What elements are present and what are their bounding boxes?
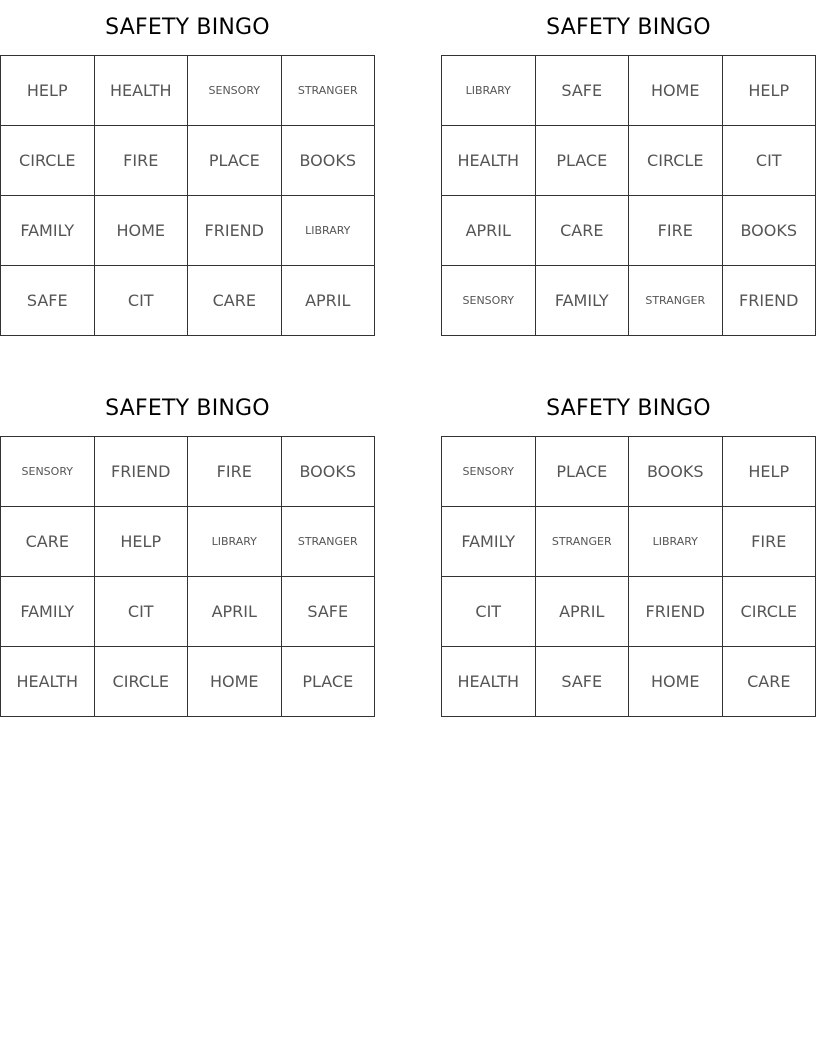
bingo-cell: HEALTH [442,647,536,717]
bingo-cell: CARE [723,647,816,717]
bingo-cell: BOOKS [629,437,723,507]
bingo-cell: SENSORY [188,56,282,126]
bingo-cell: LIBRARY [629,507,723,577]
bingo-cell: HELP [95,507,189,577]
bingo-cell: HELP [723,437,816,507]
bingo-grid [441,436,816,717]
bingo-cell: CIT [442,577,536,647]
bingo-cell: SENSORY [442,266,536,336]
bingo-cell: HOME [629,647,723,717]
bingo-card [441,0,816,336]
bingo-cell: PLACE [536,437,630,507]
bingo-cell: SENSORY [442,437,536,507]
bingo-cell: HEALTH [1,647,95,717]
bingo-cell: BOOKS [282,126,376,196]
bingo-cell: STRANGER [282,507,376,577]
bingo-cell: FAMILY [536,266,630,336]
bingo-cell: FRIEND [95,437,189,507]
bingo-cell: APRIL [536,577,630,647]
bingo-cell: HELP [723,56,816,126]
bingo-cell: STRANGER [536,507,630,577]
bingo-cell: CIT [723,126,816,196]
bingo-cell: STRANGER [282,56,376,126]
bingo-cell: HOME [188,647,282,717]
card-title: SAFETY BINGO [105,396,270,421]
bingo-cell: FAMILY [1,196,95,266]
bingo-cell: FIRE [188,437,282,507]
bingo-cell: CIRCLE [629,126,723,196]
bingo-cell: HEALTH [442,126,536,196]
bingo-cell: LIBRARY [188,507,282,577]
bingo-cell: SAFE [1,266,95,336]
bingo-cell: CIT [95,266,189,336]
card-title: SAFETY BINGO [105,15,270,40]
bingo-cell: FIRE [723,507,816,577]
bingo-cell: SAFE [282,577,376,647]
card-title: SAFETY BINGO [546,396,711,421]
bingo-card [441,381,816,717]
bingo-grid [441,55,816,336]
bingo-cell: PLACE [282,647,376,717]
bingo-cell: HEALTH [95,56,189,126]
bingo-cell: FRIEND [629,577,723,647]
bingo-cell: APRIL [282,266,376,336]
bingo-cell: PLACE [536,126,630,196]
bingo-cell: CIRCLE [95,647,189,717]
card-title: SAFETY BINGO [546,15,711,40]
bingo-cell: APRIL [188,577,282,647]
bingo-cell: PLACE [188,126,282,196]
bingo-cell: LIBRARY [282,196,376,266]
bingo-cell: FAMILY [442,507,536,577]
bingo-cell: FRIEND [188,196,282,266]
bingo-cell: CIRCLE [1,126,95,196]
bingo-cell: HOME [629,56,723,126]
bingo-cell: CARE [536,196,630,266]
bingo-cell: FIRE [95,126,189,196]
bingo-cell: CIRCLE [723,577,816,647]
bingo-card [0,381,375,717]
bingo-cell: HOME [95,196,189,266]
bingo-cell: SENSORY [1,437,95,507]
bingo-cell: FIRE [629,196,723,266]
bingo-cell: CIT [95,577,189,647]
bingo-cell: BOOKS [723,196,816,266]
bingo-cell: APRIL [442,196,536,266]
bingo-cell: SAFE [536,56,630,126]
bingo-card [0,0,375,336]
bingo-cell: CARE [1,507,95,577]
bingo-cell: HELP [1,56,95,126]
bingo-cell: CARE [188,266,282,336]
bingo-cell: BOOKS [282,437,376,507]
bingo-grid [0,55,375,336]
bingo-cell: FAMILY [1,577,95,647]
bingo-grid [0,436,375,717]
bingo-cell: STRANGER [629,266,723,336]
bingo-cell: LIBRARY [442,56,536,126]
bingo-cell: SAFE [536,647,630,717]
bingo-cell: FRIEND [723,266,816,336]
